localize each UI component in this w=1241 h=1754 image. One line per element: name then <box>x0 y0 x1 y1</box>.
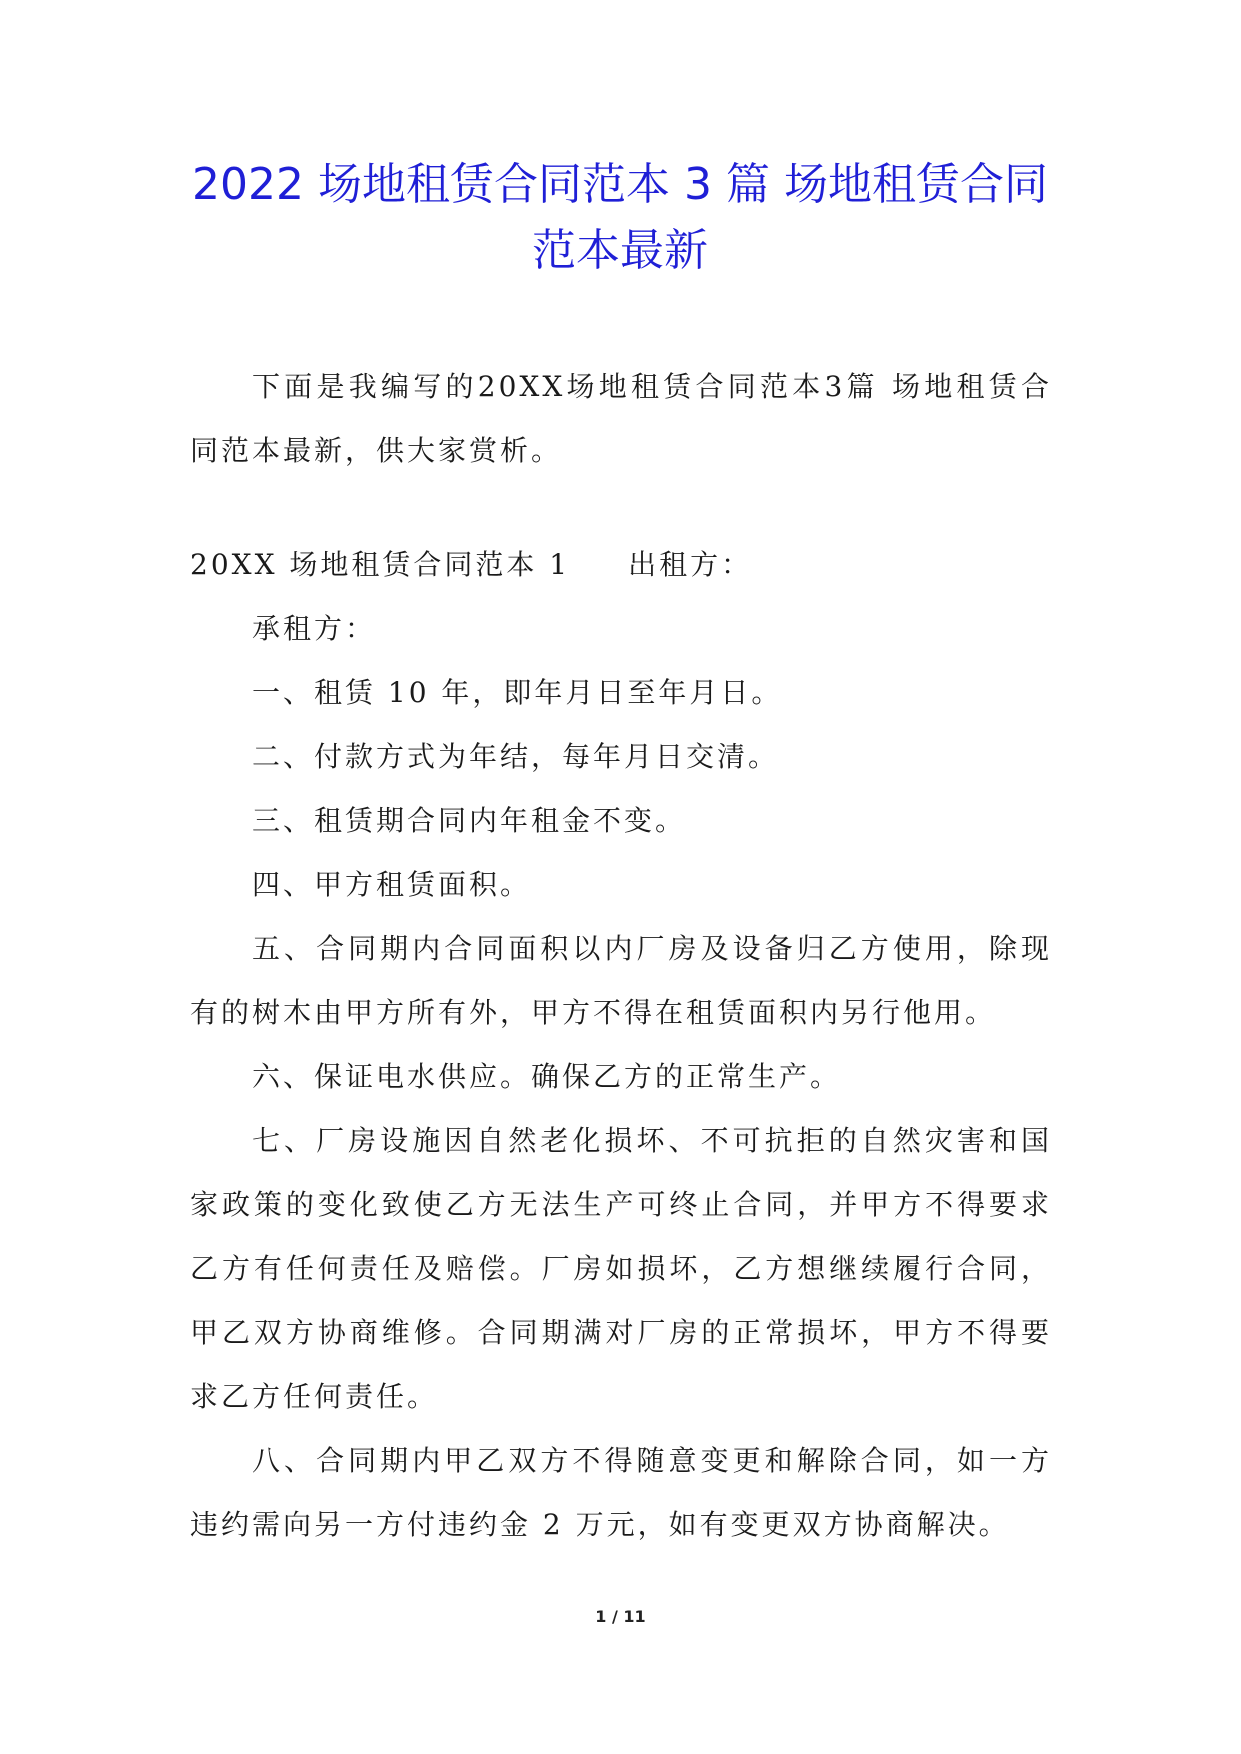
document-title: 2022 场地租赁合同范本 3 篇 场地租赁合同范本最新 <box>192 159 1048 276</box>
paragraph-clause-2: 二、付款方式为年结，每年月日交清。 <box>252 740 780 773</box>
document-body <box>190 355 1052 1557</box>
paragraph-clause-7: 七、厂房设施因自然老化损坏、不可抗拒的自然灾害和国家政策的变化致使乙方无法生产可终止合同，并甲方不得要求乙方有任何责任及赔偿。厂房如损坏，乙方想继续履行合同，甲乙双方协商维修。合同期满对厂房的正常损坏，甲方不得要求乙方任何责任。 <box>190 1124 1052 1413</box>
paragraph-clause-1: 一、租赁 10 年，即年月日至年月日。 <box>252 676 783 709</box>
paragraph-clause-6: 六、保证电水供应。确保乙方的正常生产。 <box>252 1060 842 1093</box>
intro-paragraph: 下面是我编写的20XX场地租赁合同范本3篇 场地租赁合同范本最新，供大家赏析。 <box>190 370 1052 467</box>
section-heading-title: 20XX 场地租赁合同范本 1 <box>190 548 571 581</box>
paragraph-clause-4: 四、甲方租赁面积。 <box>252 868 532 901</box>
paragraph-lessee: 承租方： <box>252 612 377 645</box>
section-heading-lessor: 出租方： <box>628 548 753 581</box>
section-heading <box>190 533 1052 597</box>
paragraph-clause-5: 五、合同期内合同面积以内厂房及设备归乙方使用，除现有的树木由甲方所有外，甲方不得在租赁面积内另行他用。 <box>190 932 1052 1029</box>
paragraph-clause-8: 八、合同期内甲乙双方不得随意变更和解除合同，如一方违约需向另一方付违约金 2 万元，如有变更双方协商解决。 <box>190 1444 1052 1541</box>
page-number: 1 / 11 <box>595 1607 646 1626</box>
paragraph-clause-3: 三、租赁期合同内年租金不变。 <box>252 804 687 837</box>
